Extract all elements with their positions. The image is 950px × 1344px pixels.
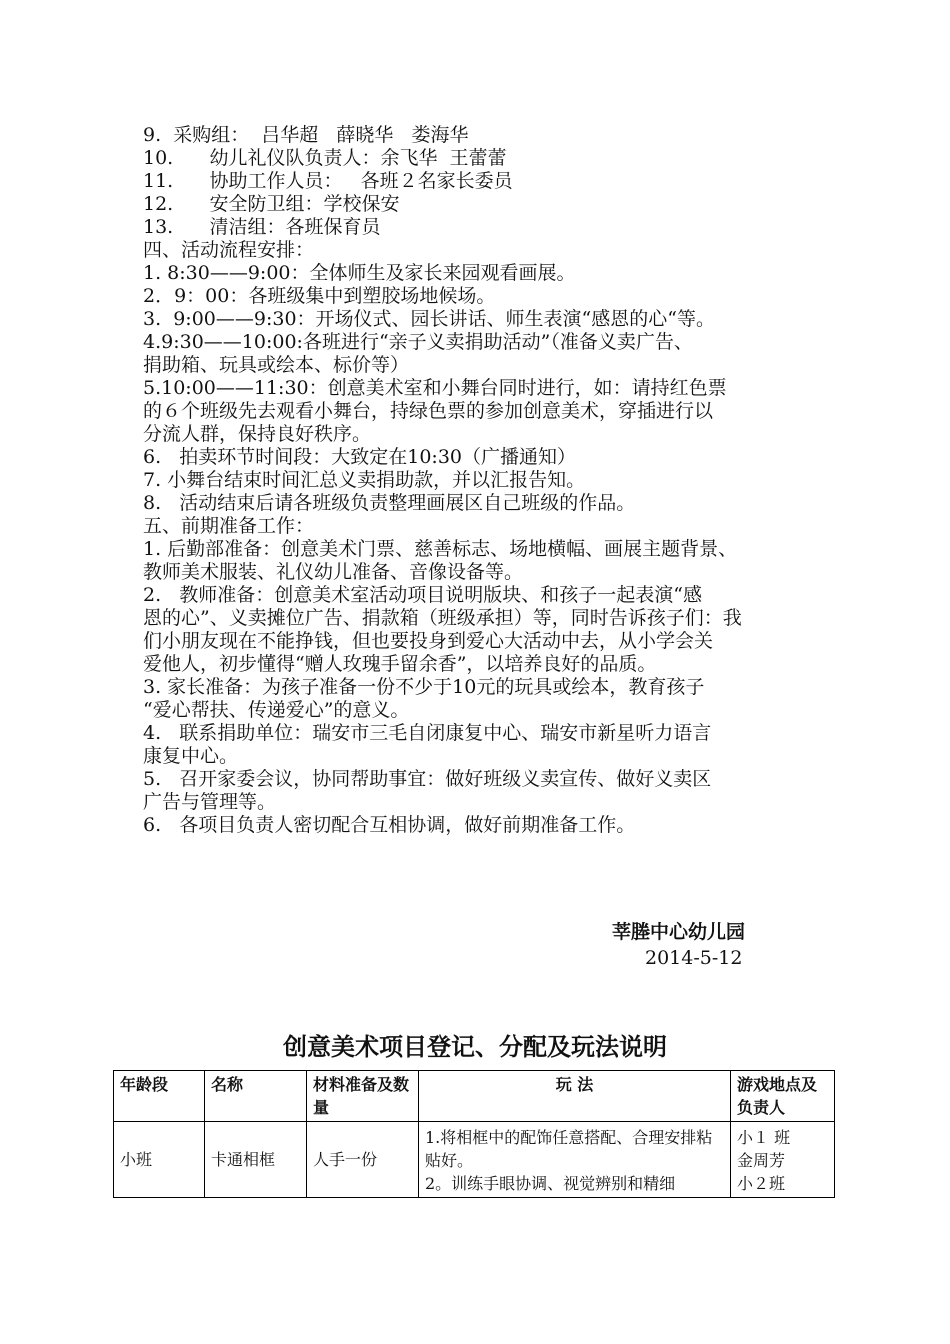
text-line: 广告与管理等。	[143, 791, 277, 813]
text-line: 5.10:00——11:30：创意美术室和小舞台同时进行，如：请持红色票	[143, 377, 727, 399]
table-title: 创意美术项目登记、分配及玩法说明	[283, 1033, 667, 1061]
text-line: 1. 后勤部准备：创意美术门票、慈善标志、场地横幅、画展主题背景、	[143, 538, 738, 560]
header-place: 游戏地点及负责人	[731, 1071, 835, 1122]
text-line: 爱他人，初步懂得“赠人玫瑰手留余香”，以培养良好的品质。	[143, 653, 657, 675]
section-heading: 五、前期准备工作：	[143, 515, 315, 537]
section-heading: 四、活动流程安排：	[143, 239, 315, 261]
header-materials: 材料准备及数量	[307, 1071, 419, 1122]
text-line: 4. 联系捐助单位：瑞安市三毛自闭康复中心、瑞安市新星听力语言	[143, 722, 712, 744]
signature-organization: 莘塍中心幼儿园	[612, 921, 746, 943]
text-line: 6. 各项目负责人密切配合互相协调，做好前期准备工作。	[143, 814, 636, 836]
text-line: 3. 家长准备：为孩子准备一份不少于10元的玩具或绘本，教育孩子	[143, 676, 705, 698]
header-name: 名称	[205, 1071, 307, 1122]
signature-date: 2014-5-12	[645, 947, 743, 969]
cell-materials: 人手一份	[307, 1122, 419, 1198]
header-play: 玩 法	[419, 1071, 731, 1122]
place-teacher: 金周芳	[737, 1151, 786, 1170]
text-line: 6. 拍卖环节时间段：大致定在10:30（广播通知）	[143, 446, 577, 468]
text-line: 13. 清洁组：各班保育员	[143, 216, 381, 238]
text-line: 4.9:30——10:00:各班进行“亲子义卖捐助活动”（准备义卖广告、	[143, 331, 693, 353]
place-class: 小１ 班	[737, 1128, 791, 1147]
cell-play	[419, 1122, 731, 1198]
text-line: 7. 小舞台结束时间汇总义卖捐助款，并以汇报告知。	[143, 469, 586, 491]
place-class: 小２班	[737, 1174, 786, 1193]
cell-place	[731, 1122, 835, 1198]
text-line: 9. 采购组： 吕华超 薛晓华 娄海华	[143, 124, 469, 146]
table-header-row	[114, 1071, 835, 1122]
play-step-2: 2。训练手眼协调、视觉辨别和精细	[425, 1174, 676, 1193]
text-line: 恩的心”、义卖摊位广告、捐款箱（班级承担）等，同时告诉孩子们：我	[143, 607, 742, 629]
text-line: 1. 8:30——9:00：全体师生及家长来园观看画展。	[143, 262, 576, 284]
text-line: 教师美术服装、礼仪幼儿准备、音像设备等。	[143, 561, 524, 583]
text-line: 捐助箱、玩具或绘本、标价等）	[143, 354, 410, 376]
text-line: 分流人群，保持良好秩序。	[143, 423, 372, 445]
text-line: 2．9：00：各班级集中到塑胶场地候场。	[143, 285, 496, 307]
text-line: 10. 幼儿礼仪队负责人：余飞华 王蕾蕾	[143, 147, 507, 169]
text-line: 2. 教师准备：创意美术室活动项目说明版块、和孩子一起表演“感	[143, 584, 702, 606]
text-line: 们小朋友现在不能挣钱，但也要投身到爱心大活动中去，从小学会关	[143, 630, 714, 652]
play-step-1: 1.将相框中的配饰任意搭配、合理安排粘贴好。	[425, 1128, 713, 1170]
document-body	[143, 124, 823, 837]
text-line: 11. 协助工作人员： 各班２名家长委员	[143, 170, 513, 192]
text-line: 8. 活动结束后请各班级负责整理画展区自己班级的作品。	[143, 492, 636, 514]
text-line: 12. 安全防卫组：学校保安	[143, 193, 400, 215]
cell-age: 小班	[114, 1122, 205, 1198]
table-row	[114, 1122, 835, 1198]
header-age: 年龄段	[114, 1071, 205, 1122]
text-line: 5. 召开家委会议，协同帮助事宜：做好班级义卖宣传、做好义卖区	[143, 768, 712, 790]
text-line: “爱心帮扶、传递爱心”的意义。	[143, 699, 410, 721]
text-line: 的６个班级先去观看小舞台，持绿色票的参加创意美术，穿插进行以	[143, 400, 714, 422]
cell-name: 卡通相框	[205, 1122, 307, 1198]
text-line: 3. 9:00——9:30：开场仪式、园长讲话、师生表演“感恩的心“等。	[143, 308, 715, 330]
text-line: 康复中心。	[143, 745, 239, 767]
project-table	[113, 1070, 835, 1198]
